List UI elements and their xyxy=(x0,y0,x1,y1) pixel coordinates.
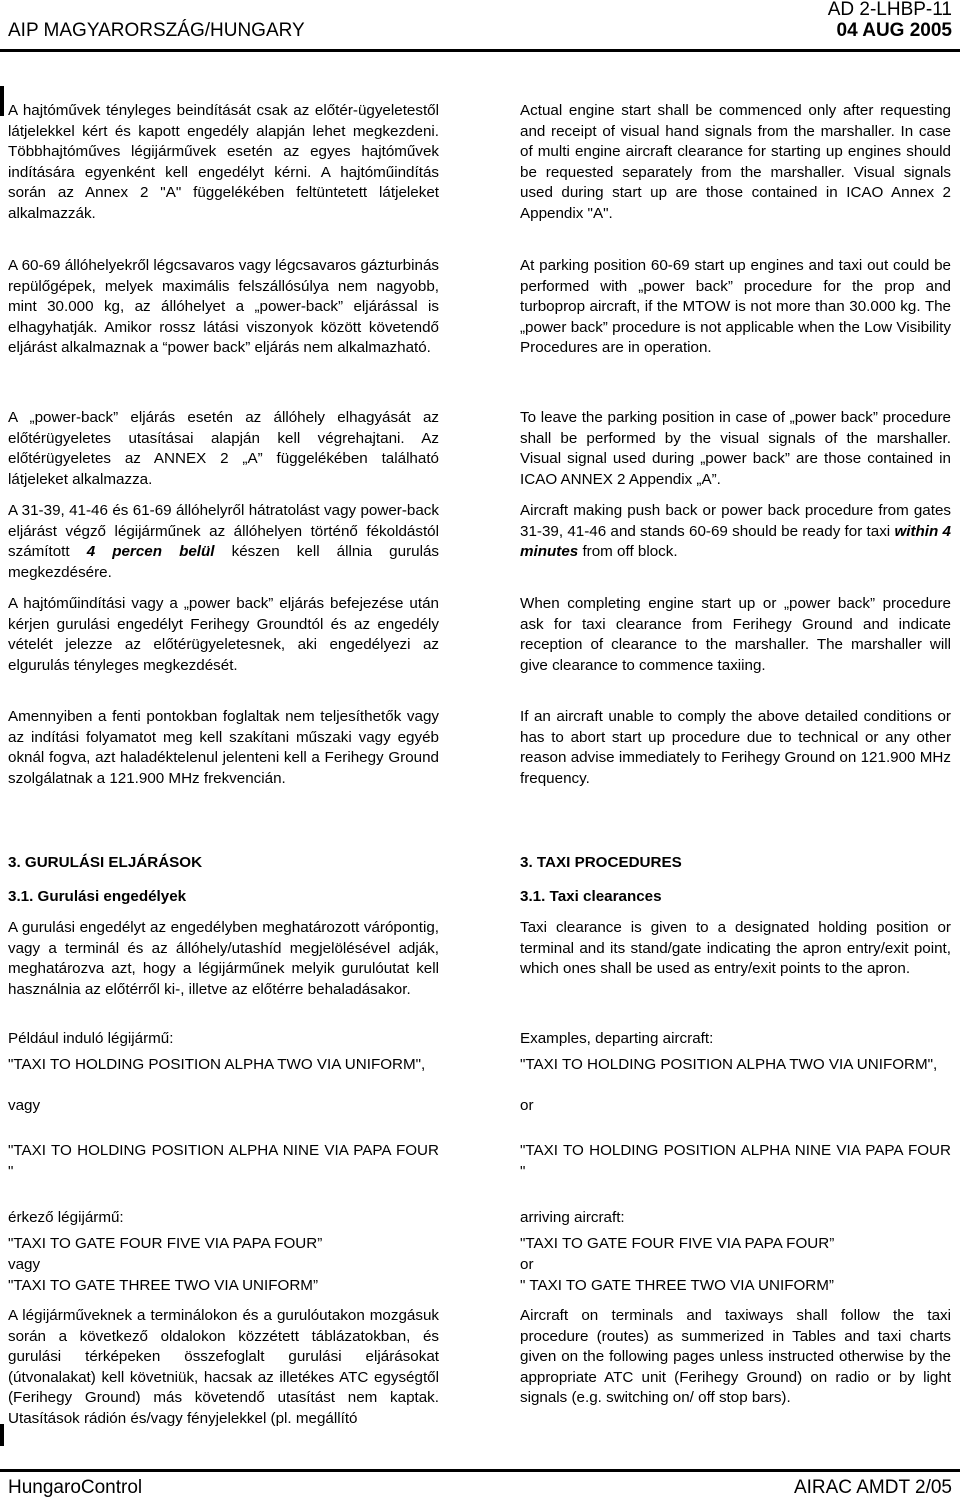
hu-example-3: "TAXI TO GATE FOUR FIVE VIA PAPA FOUR” xyxy=(8,1235,323,1252)
hu-connector-or: vagy xyxy=(8,1256,41,1273)
hu-example-2: "TAXI TO HOLDING POSITION ALPHA NINE VIA PAPA FOUR " xyxy=(8,1142,439,1180)
en-paragraph-abort: If an aircraft unable to comply the above detailed conditions or has to abort start up procedure due to technical or any other reason advise immediately to Ferihegy Ground on 121.900 MHz frequency. xyxy=(520,708,951,787)
hu-paragraph-ready-time: A 31-39, 41-46 és 61-69 állóhelyről hátratolást vagy power-back eljárást végző légijárműnek az állóhelyen történő fékoldástól számított 4 percen belül készen kell állnia gurulás megkezdésére. xyxy=(8,502,439,581)
hu-paragraph-engine-start: A hajtóművek tényleges beindítását csak az előtér-ügyeletestől látjelekkel kért és kapott engedély alapján lehet megkezdeni. Többhajtóműves légijárművek esetén az egyes hajtóművek indítására egyenként kell engedélyt kérni. A hajtóműindítás során az Annex 2 "A" függelékében feltüntetett látjeleket alkalmazzák. xyxy=(8,102,439,222)
page-footer xyxy=(0,1469,960,1501)
footer-amendment: AIRAC AMDT 2/05 xyxy=(793,1477,952,1498)
en-section-title: 3. TAXI PROCEDURES xyxy=(520,854,682,871)
hu-paragraph-taxi-clearance: A gurulási engedélyt az engedélyben meghatározott várópontig, vagy a terminál és az állóhely/utashíd megjelölésével adják, meghatározva azt, hogy a légijárműnek melyik gurulóutat kell használnia az előtérről ki-, illetve az előtérre behaladásakor. xyxy=(8,919,439,998)
change-bar xyxy=(0,86,4,116)
hu-examples-label: Például induló légijármű: xyxy=(8,1030,174,1047)
hu-arriving-label: érkező légijármű: xyxy=(8,1209,124,1226)
header-page-ref: AD 2-LHBP-11 xyxy=(827,0,952,20)
en-example-4: " TAXI TO GATE THREE TWO VIA UNIFORM” xyxy=(520,1277,834,1294)
en-paragraph-taxi-clearance-request: When completing engine start up or „power back” procedure ask for taxi clearance from Ferihegy Ground and indicate reception of clearance to the marshaller. The marshaller will give clearance to commence taxiing. xyxy=(520,595,951,674)
hu-example-1: "TAXI TO HOLDING POSITION ALPHA TWO VIA UNIFORM", xyxy=(8,1056,426,1073)
change-bar xyxy=(0,1424,4,1446)
en-paragraph-taxi-clearance: Taxi clearance is given to a designated holding position or terminal and its stand/gate indicating the apron entry/exit point, which ones shall be used as entry/exit points to the apron. xyxy=(520,919,951,978)
hu-paragraph-power-back-marshaller: A „power-back” eljárás esetén az állóhely elhagyását az előtérügyeletes utasításai alapján kell végrehajtani. Az előtérügyeletes az ANNEX 2 „A” függelékében található látjeleket alkalmazza. xyxy=(8,409,439,488)
page-header xyxy=(0,0,960,52)
en-connector-or: or xyxy=(520,1256,534,1273)
hu-paragraph-routes: A légijárműveknek a terminálokon és a gurulóutakon mozgásuk során a következő oldalokon közzétett táblázatokban, és gurulási térképeken összefoglalt gurulási eljárásokat (útvonalakat) kell követniük, hacsak az illetékes ATC egységtől (Ferihegy Ground) más követendő utasítást nem kaptak. Utasítások rádión és/vagy fényjelekkel (pl. megállító xyxy=(8,1307,439,1427)
hu-paragraph-abort: Amennyiben a fenti pontokban foglaltak nem teljesíthetők vagy az indítási folyamatot meg kell szakítani műszaki vagy egyéb oknál fogva, azt haladéktelenul jelenteni kell a Ferihegy Ground szolgálatnak a 121.900 MHz frekvencián. xyxy=(8,708,439,787)
en-paragraph-engine-start: Actual engine start shall be commenced only after requesting and receipt of visual hand signals from the marshaller. In case of multi engine aircraft clearance for starting up engines should be requested separately from the marshaller. Visual signals used during start up are those contained in ICAO Annex 2 Appendix "A". xyxy=(520,102,951,222)
hu-subsection-title: 3.1. Gurulási engedélyek xyxy=(8,888,187,905)
en-example-2: "TAXI TO HOLDING POSITION ALPHA NINE VIA PAPA FOUR " xyxy=(520,1142,951,1180)
en-example-3: "TAXI TO GATE FOUR FIVE VIA PAPA FOUR” xyxy=(520,1235,835,1252)
header-publication: AIP MAGYARORSZÁG/HUNGARY xyxy=(8,20,305,41)
hu-example-4: "TAXI TO GATE THREE TWO VIA UNIFORM” xyxy=(8,1277,319,1294)
en-paragraph-power-back-stands: At parking position 60-69 start up engines and taxi out could be performed with „power back” procedure for the prop and turboprop aircraft, if the MTOW is not more than 30.000 kg. The „power back” procedure is not applicable when the Low Visibility Procedures are in operation. xyxy=(520,257,951,357)
en-connector-or: or xyxy=(520,1097,534,1114)
en-example-1: "TAXI TO HOLDING POSITION ALPHA TWO VIA UNIFORM", xyxy=(520,1056,938,1073)
en-paragraph-routes: Aircraft on terminals and taxiways shall follow the taxi procedure (routes) as summerized in Tables and taxi charts given on the following pages unless instructed otherwise by the appropriate ATC unit (Ferihegy Ground) on radio or by light signals (e.g. switching on/ off stop bars). xyxy=(520,1307,951,1407)
footer-publisher: HungaroControl xyxy=(8,1477,143,1498)
hu-paragraph-power-back-stands: A 60-69 állóhelyekről légcsavaros vagy légcsavaros gázturbinás repülőgépek, melyek maximális felszállósúlya nem nagyobb, mint 30.000 kg, az állóhelyet a „power-back” eljárással is elhagyhatják. Amikor rossz látási viszonyok között követendő eljárást alkalmaznak a “power back” eljárás nem alkalmazható. xyxy=(8,257,439,357)
en-subsection-title: 3.1. Taxi clearances xyxy=(520,888,662,905)
hu-paragraph-taxi-clearance-request: A hajtóműindítási vagy a „power back” eljárás befejezése után kérjen gurulási engedélyt Ferihegy Groundtól és az engedély vételét jelezze az előtérügyeletesnek, aki engedélyezi az elgurulás tényleges megkezdését. xyxy=(8,595,439,674)
en-examples-label: Examples, departing aircraft: xyxy=(520,1030,714,1047)
en-paragraph-ready-time: Aircraft making push back or power back procedure from gates 31-39, 41-46 and stands 60-69 should be ready for taxi within 4 minutes from off block. xyxy=(520,502,952,561)
header-date: 04 AUG 2005 xyxy=(836,20,952,41)
hu-connector-or: vagy xyxy=(8,1097,41,1114)
hu-section-title: 3. GURULÁSI ELJÁRÁSOK xyxy=(8,854,203,871)
en-arriving-label: arriving aircraft: xyxy=(520,1209,625,1226)
en-paragraph-power-back-marshaller: To leave the parking position in case of „power back” procedure shall be performed by the visual signals of the marshaller. Visual signal used during „power back” are those contained in ICAO ANNEX 2 Appendix „A”. xyxy=(520,409,951,488)
